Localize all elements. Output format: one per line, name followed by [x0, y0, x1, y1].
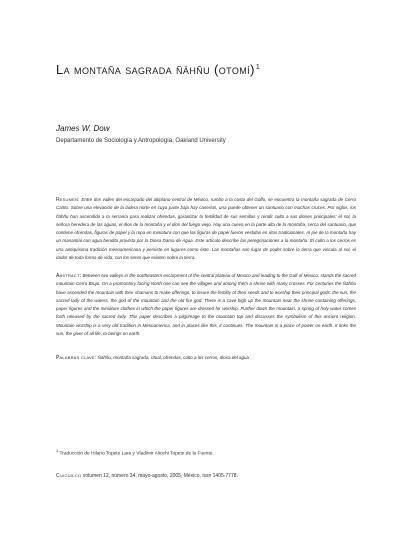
footnote-number: 1 — [56, 448, 59, 453]
abstract-text: Between two valleys in the northeastern escarpment of the central plateau of Mexico and leading to the Gulf of Mexico, stands the sacred mountain Cerro Brujo. On a promontory facing North one can see the villages and among them a shrine with many crosses. For centuries the Ñähñu have ascended the mountain with their shamans to make offerings, to insure the fertility of their seeds and to worship their principal gods: the sun, the sacred lady of the waters, the god of the mountain and the old fire god. There is a cave high up the mountain near the shrine containing offerings, paper figures and the miniature clothes in which the paper figures are dressed for worship. Further down the mountain, a spring of holy water comes forth released by the sacred lady. This paper describes a pilgrimage to the mountain top and discusses the symbolism of this ancient religion. Mountain worship is a very old tradition in Mesoamerica, and in places like this, it continues. The mountain is a place of power on earth. It links the sun, the giver of all life, to beings on earth. — [56, 273, 356, 337]
resumen-paragraph — [56, 196, 356, 262]
keywords-label: Palabras clave: — [56, 355, 97, 361]
keywords-paragraph — [56, 354, 356, 362]
journal-details: volumen 12, número 34, mayo-agosto, 2005, México, issn 1405-7778. — [82, 473, 238, 479]
abstract-label: Abstract: — [56, 273, 82, 279]
title-footnote-marker[interactable]: 1 — [255, 63, 261, 71]
author-name: James W. Dow — [56, 124, 110, 133]
page-footer — [56, 473, 238, 479]
abstract-paragraph — [56, 272, 356, 338]
author-affiliation: Departamento de Sociología y Antropología, Oakland University — [56, 138, 226, 144]
keywords-text: Ñähñu, montaña sagrada, ritual, ofrendas, culto a los cerros, diosa del agua — [97, 355, 249, 360]
footnote — [56, 448, 214, 457]
journal-name: Cuicuilco — [56, 473, 82, 479]
article-title-text: La montaña sagrada ñähñu (otomí) — [56, 62, 255, 77]
resumen-label: Resumen: — [56, 197, 80, 203]
resumen-text: Entre dos valles del escarpado del altiplano central de México, rumbo a la costa del Golfo, se encuentra la montaña sagrada de Cerro Canto. Sobre una elevación de la ladera norte en cuya parte baja hay caseríos, una puede obtener un santuario con muchas cruces. Por siglos, los ñähñu han ascendido a la serranía para realizar ofrendas, garantizar la fertilidad de sus semillas y rendir culto a sus dioses principales: el sol, la señora heredera de las aguas, el dios de la montaña y el dios del fuego viejo. Hay una cueva en la parte alta de la montaña, cerca del santuario, que contiene ofrendas, figuras de papel y la ropa en miniatura con que las figuras de papel fueron vestidas en ritos tradicionales. Al pie de la montaña hay un manantial con agua bendita provista por la Diosa Dama de Agua. Este artículo describe las peregrinaciones a la montaña. El culto a los cerros es una antiquísima tradición mesoamericana y persiste en lugares como éste. Las montañas son lugar de poder sobre la tierra que vincula al sol, el dador de toda forma de vida, con los seres que existen sobre la tierra. — [56, 197, 356, 261]
article-title — [56, 62, 356, 77]
footnote-text: Traducción de Hilario Topete Lara y Vladimir Aliochi Topete de la Fuente. — [59, 451, 214, 457]
